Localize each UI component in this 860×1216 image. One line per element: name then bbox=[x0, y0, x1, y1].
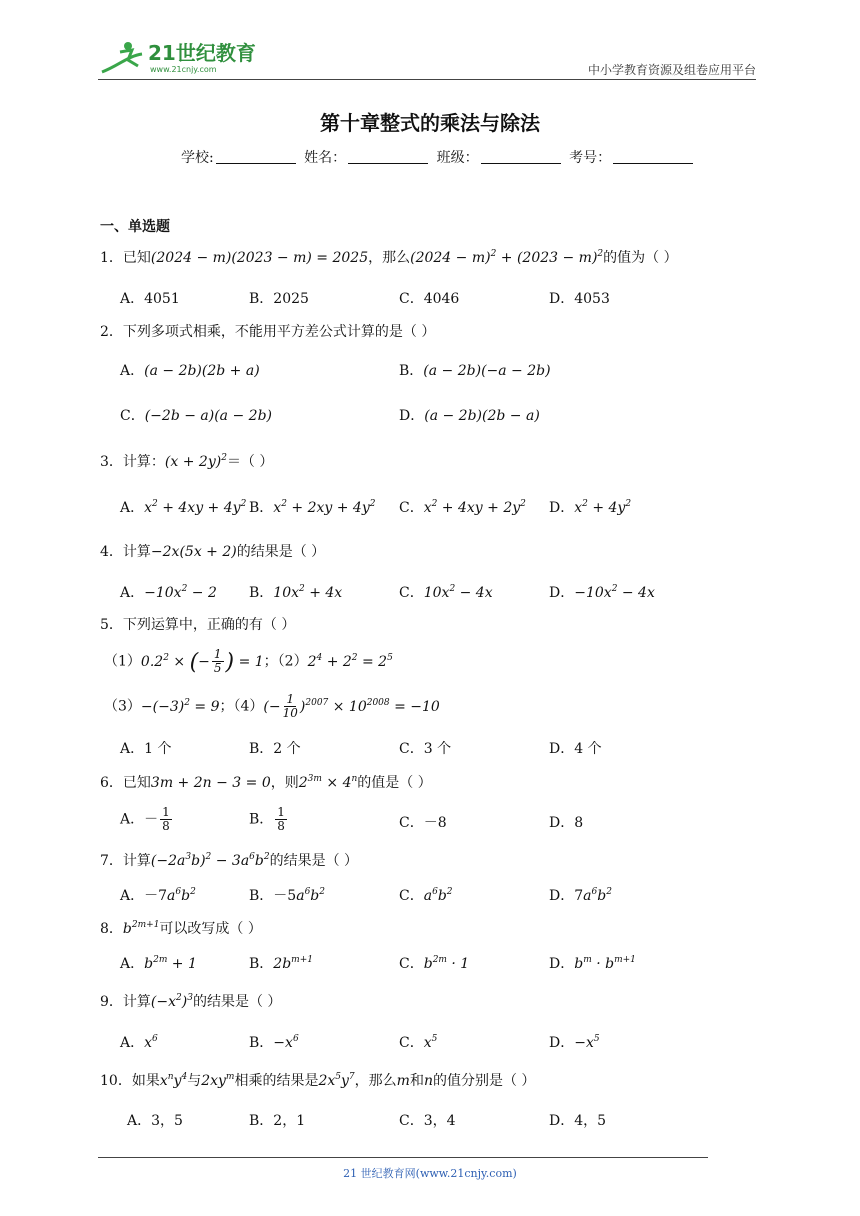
q2-option-d[interactable]: D．(a − 2b)(2b − a) bbox=[399, 408, 540, 424]
q9-option-b[interactable]: B．$-x^6$ bbox=[249, 1034, 299, 1051]
q4-option-d[interactable]: D．$-10x^2 - 4x$ bbox=[549, 584, 655, 601]
question-2: 2．下列多项式相乘，不能用平方差公式计算的是（ ） bbox=[100, 324, 436, 340]
q7-option-a[interactable]: A．$-7a^6b^2$ bbox=[120, 887, 196, 904]
q1-option-b[interactable]: B．2025 bbox=[249, 291, 309, 307]
q10-option-c[interactable]: C．3，4 bbox=[399, 1113, 456, 1129]
question-6: 6．已知3m + 2n − 3 = 0，则$2^{3m} \times 4^n$的值是（ ） bbox=[100, 774, 432, 791]
logo-text: 21世纪教育 bbox=[148, 41, 256, 65]
logo-21cnjy bbox=[98, 38, 268, 76]
q3-option-a[interactable]: A．$x^2 + 4xy + 4y^2$ bbox=[120, 499, 247, 516]
question-4: 4．计算−2x(5x + 2)的结果是（ ） bbox=[100, 544, 326, 560]
class-label: 班级： bbox=[436, 150, 479, 166]
q5-option-b[interactable]: B．2 个 bbox=[249, 741, 301, 757]
q2-option-a[interactable]: A．(a − 2b)(2b + a) bbox=[120, 363, 260, 379]
q1-option-c[interactable]: C．4046 bbox=[399, 291, 460, 307]
q5-statement-1-2: $(1)0.2^2$ × (− $\frac{1}{5}$ ) = 1；$(2)2^4 + 2^2 = 2^5$ bbox=[104, 647, 393, 675]
q7-option-b[interactable]: B．$-5a^6b^2$ bbox=[249, 887, 325, 904]
q7-option-d[interactable]: D．$7a^6b^2$ bbox=[549, 887, 612, 904]
q6-option-b[interactable]: B． $\frac{1}{8}$ bbox=[249, 805, 285, 833]
logo-url: www.21cnjy.com bbox=[150, 65, 217, 74]
name-blank[interactable] bbox=[348, 163, 428, 164]
q9-option-c[interactable]: C．$x^5$ bbox=[399, 1034, 438, 1051]
q3-option-b[interactable]: B．$x^2 + 2xy + 4y^2$ bbox=[249, 499, 376, 516]
school-label: 学校: bbox=[181, 150, 214, 166]
q8-option-d[interactable]: D．$b^m \cdot b^{m+1}$ bbox=[549, 955, 636, 972]
question-7: 7．计算$(-2a^3b)^2 - 3a^6b^2$的结果是（ ） bbox=[100, 852, 359, 869]
q10-option-d[interactable]: D．4，5 bbox=[549, 1113, 607, 1129]
footer-link[interactable]: 21 世纪教育网(www.21cnjy.com) bbox=[343, 1167, 517, 1180]
q7-option-c[interactable]: C．$a^6b^2$ bbox=[399, 887, 453, 904]
question-3: 3．计算：$(x + 2y)^2=$（ ） bbox=[100, 453, 274, 470]
q8-option-c[interactable]: C．$b^{2m} \cdot 1$ bbox=[399, 955, 470, 972]
q4-option-a[interactable]: A．$-10x^2 - 2$ bbox=[120, 584, 217, 601]
q4-option-c[interactable]: C．$10x^2 - 4x$ bbox=[399, 584, 493, 601]
q8-option-a[interactable]: A．$b^{2m} + 1$ bbox=[120, 955, 197, 972]
q1-option-a[interactable]: A．4051 bbox=[120, 291, 180, 307]
q5-option-d[interactable]: D．4 个 bbox=[549, 741, 602, 757]
q6-option-c[interactable]: C．－8 bbox=[399, 815, 447, 831]
question-5: 5．下列运算中，正确的有（ ） bbox=[100, 617, 296, 633]
section-heading: 一、单选题 bbox=[100, 219, 170, 235]
name-label: 姓名： bbox=[304, 150, 347, 166]
question-8: 8．$b^{2m+1}$可以改写成（ ） bbox=[100, 920, 262, 937]
school-blank[interactable] bbox=[216, 163, 296, 164]
page-title: 第十章整式的乘法与除法 bbox=[320, 111, 540, 135]
platform-name: 中小学教育资源及组卷应用平台 bbox=[587, 63, 756, 77]
header-rule bbox=[98, 79, 756, 80]
q10-option-a[interactable]: A．3，5 bbox=[127, 1113, 183, 1129]
exam-no-blank[interactable] bbox=[613, 163, 693, 164]
q6-option-d[interactable]: D．8 bbox=[549, 815, 584, 831]
student-info bbox=[181, 147, 697, 167]
footer-rule bbox=[98, 1157, 708, 1158]
q3-option-c[interactable]: C．$x^2 + 4xy + 2y^2$ bbox=[399, 499, 526, 516]
q5-option-a[interactable]: A．1 个 bbox=[120, 741, 172, 757]
q9-option-a[interactable]: A．$x^6$ bbox=[120, 1034, 158, 1051]
q1-option-d[interactable]: D．4053 bbox=[549, 291, 610, 307]
q3-option-d[interactable]: D．$x^2 + 4y^2$ bbox=[549, 499, 632, 516]
class-blank[interactable] bbox=[481, 163, 561, 164]
question-9: 9．计算$(-x^2)^3$的结果是（ ） bbox=[100, 993, 282, 1010]
q8-option-b[interactable]: B．$2b^{m+1}$ bbox=[249, 955, 313, 972]
question-1: 1．已知(2024 − m)(2023 − m) = 2025，那么$(2024 - m)^2 + (2023 - m)^2$的值为（ ） bbox=[100, 249, 678, 266]
q5-statement-3-4: $(3)-(-3)^2 = 9$；（4）(− $\frac{1}{10}$ )$^{2007} \times 10^{2008} = -10$ bbox=[104, 692, 440, 720]
question-10: 10．如果$x^ny^4$与$2xy^m$相乘的结果是$2x^5y^7$，那么m和n的值分别是（ ） bbox=[100, 1072, 536, 1089]
q5-option-c[interactable]: C．3 个 bbox=[399, 741, 452, 757]
q2-option-b[interactable]: B．(a − 2b)(−a − 2b) bbox=[399, 363, 551, 379]
q4-option-b[interactable]: B．$10x^2 + 4x$ bbox=[249, 584, 343, 601]
q6-option-a[interactable]: A．－ $\frac{1}{8}$ bbox=[120, 805, 170, 833]
q10-option-b[interactable]: B．2，1 bbox=[249, 1113, 306, 1129]
exam-no-label: 考号： bbox=[569, 150, 612, 166]
q9-option-d[interactable]: D．$-x^5$ bbox=[549, 1034, 600, 1051]
q2-option-c[interactable]: C．(−2b − a)(a − 2b) bbox=[120, 408, 272, 424]
